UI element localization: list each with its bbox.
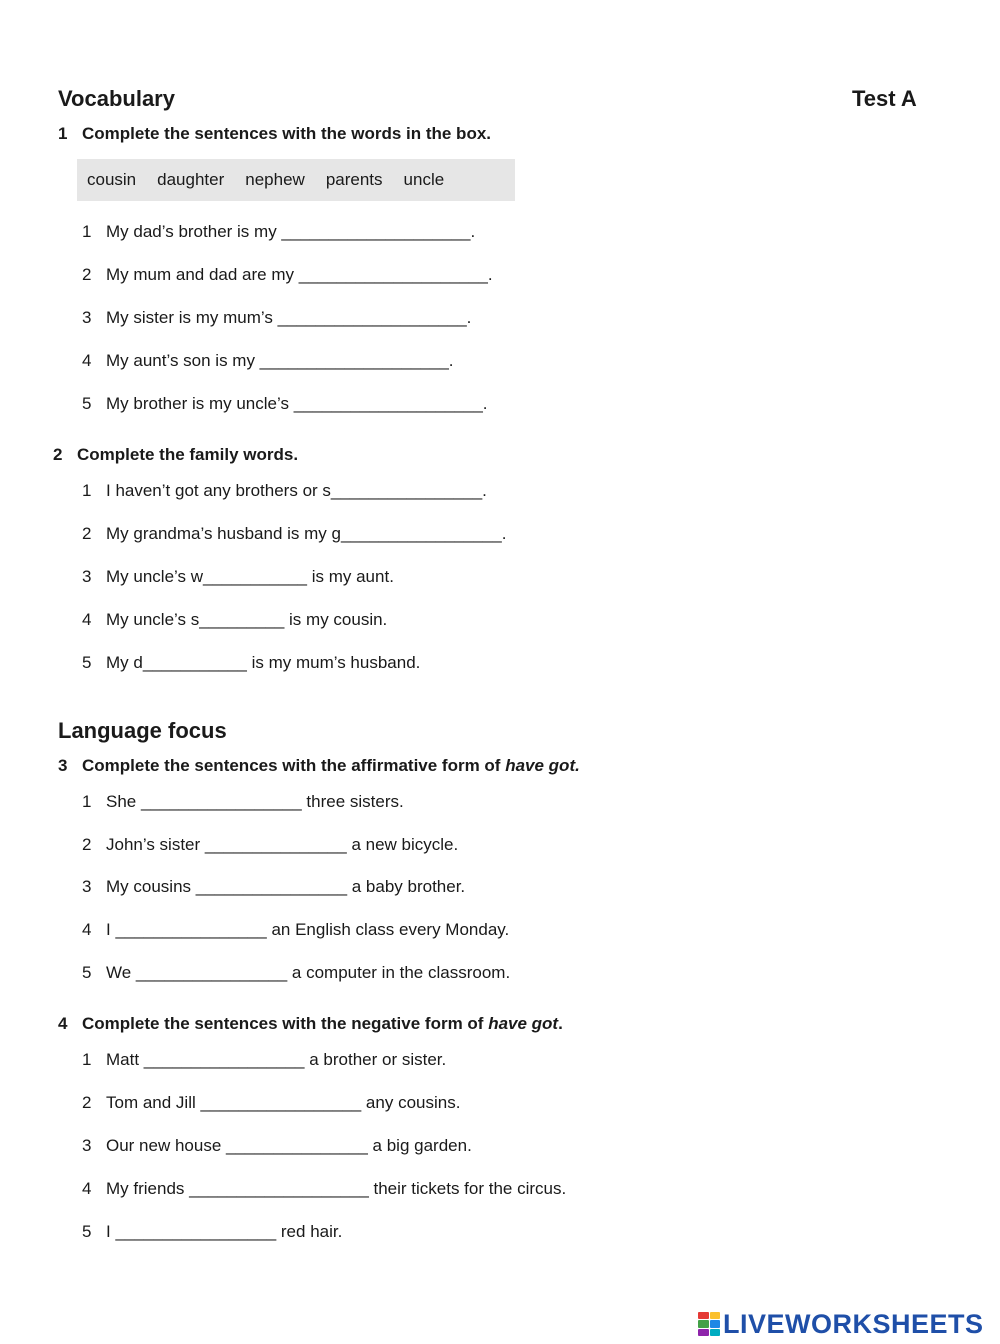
liveworksheets-logo — [698, 1310, 984, 1338]
exercise-4-instruction — [58, 1014, 563, 1034]
item-text: My dad’s brother is my ____________________. — [106, 222, 476, 241]
instruction-text: Complete the sentences with the negative form of — [82, 1014, 489, 1033]
item-text: My uncle’s s_________ is my cousin. — [106, 610, 388, 629]
item-number: 2 — [82, 1093, 92, 1112]
ex2-item-1 — [82, 481, 487, 501]
ex3-item-5 — [82, 963, 510, 983]
item-number: 3 — [82, 1136, 92, 1155]
item-number: 1 — [82, 481, 92, 500]
item-text: I haven’t got any brothers or s________________. — [106, 481, 487, 500]
logo-tile — [698, 1320, 709, 1327]
test-label: Test A — [852, 86, 917, 111]
logo-tile — [698, 1312, 709, 1319]
exercise-number: 3 — [58, 756, 68, 775]
ex1-item-2 — [82, 265, 493, 285]
instruction-emphasis: have got. — [505, 756, 580, 775]
logo-text: LIVEWORKSHEETS — [723, 1308, 984, 1339]
exercise-2-instruction — [53, 445, 298, 465]
ex1-item-1 — [82, 222, 475, 242]
ex4-item-3 — [82, 1136, 472, 1156]
item-text: My sister is my mum’s ____________________. — [106, 308, 472, 327]
item-number: 3 — [82, 567, 92, 586]
instruction-emphasis: have got — [488, 1014, 559, 1033]
item-number: 5 — [82, 394, 92, 413]
item-text: My mum and dad are my ____________________. — [106, 265, 493, 284]
item-text: My cousins ________________ a baby brother. — [106, 877, 466, 896]
item-number: 3 — [82, 308, 92, 327]
item-text: My friends ___________________ their tickets for the circus. — [106, 1179, 567, 1198]
ex3-item-1 — [82, 792, 404, 812]
ex2-item-2 — [82, 524, 506, 544]
item-number: 1 — [82, 1050, 92, 1069]
item-text: We ________________ a computer in the classroom. — [106, 963, 511, 982]
item-number: 5 — [82, 1222, 92, 1241]
ex1-item-4 — [82, 351, 454, 371]
ex2-item-4 — [82, 610, 387, 630]
item-text: My aunt’s son is my ____________________. — [106, 351, 454, 370]
item-number: 5 — [82, 963, 92, 982]
item-text: I ________________ an English class every Monday. — [106, 920, 510, 939]
section-title-vocabulary: Vocabulary — [58, 86, 175, 111]
ex4-item-2 — [82, 1093, 460, 1113]
ex3-item-2 — [82, 835, 458, 855]
item-number: 1 — [82, 792, 92, 811]
item-number: 2 — [82, 524, 92, 543]
ex4-item-4 — [82, 1179, 566, 1199]
box-word: daughter — [157, 170, 225, 189]
section-title-language-focus: Language focus — [58, 718, 227, 743]
exercise-3-instruction — [58, 756, 580, 776]
logo-tile — [710, 1312, 721, 1319]
exercise-1-instruction — [58, 124, 491, 144]
item-text: My brother is my uncle’s ____________________. — [106, 394, 488, 413]
box-word: uncle — [403, 170, 445, 189]
exercise-number: 2 — [53, 445, 63, 464]
item-number: 2 — [82, 835, 92, 854]
ex4-item-1 — [82, 1050, 446, 1070]
instruction-text: Complete the family words. — [77, 445, 299, 464]
item-text: John’s sister _______________ a new bicycle. — [106, 835, 459, 854]
ex2-item-5 — [82, 653, 420, 673]
exercise-number: 1 — [58, 124, 68, 143]
instruction-text-end: . — [558, 1014, 563, 1033]
item-number: 1 — [82, 222, 92, 241]
ex2-item-3 — [82, 567, 394, 587]
item-number: 4 — [82, 351, 92, 370]
item-text: My grandma’s husband is my g_________________. — [106, 524, 507, 543]
ex3-item-3 — [82, 877, 465, 897]
box-word: parents — [325, 170, 383, 189]
exercise-number: 4 — [58, 1014, 68, 1033]
instruction-text: Complete the sentences with the words in the box. — [82, 124, 492, 143]
item-number: 4 — [82, 1179, 92, 1198]
item-text: Matt _________________ a brother or sister. — [106, 1050, 447, 1069]
box-word: nephew — [245, 170, 305, 189]
item-number: 5 — [82, 653, 92, 672]
item-text: My uncle’s w___________ is my aunt. — [106, 567, 394, 586]
item-text: Tom and Jill _________________ any cousins. — [106, 1093, 461, 1112]
logo-tile — [698, 1329, 709, 1336]
item-text: Our new house _______________ a big garden. — [106, 1136, 472, 1155]
item-number: 3 — [82, 877, 92, 896]
logo-mark-icon — [698, 1312, 720, 1336]
item-number: 4 — [82, 920, 92, 939]
item-number: 2 — [82, 265, 92, 284]
logo-tile — [710, 1329, 721, 1336]
ex4-item-5 — [82, 1222, 342, 1242]
logo-tile — [710, 1320, 721, 1327]
ex1-item-3 — [82, 308, 471, 328]
ex3-item-4 — [82, 920, 509, 940]
ex1-item-5 — [82, 394, 488, 414]
item-text: My d___________ is my mum’s husband. — [106, 653, 421, 672]
word-box — [77, 159, 515, 201]
box-word: cousin — [87, 170, 137, 189]
item-text: I _________________ red hair. — [106, 1222, 343, 1241]
instruction-text: Complete the sentences with the affirmative form of — [82, 756, 506, 775]
item-number: 4 — [82, 610, 92, 629]
item-text: She _________________ three sisters. — [106, 792, 404, 811]
